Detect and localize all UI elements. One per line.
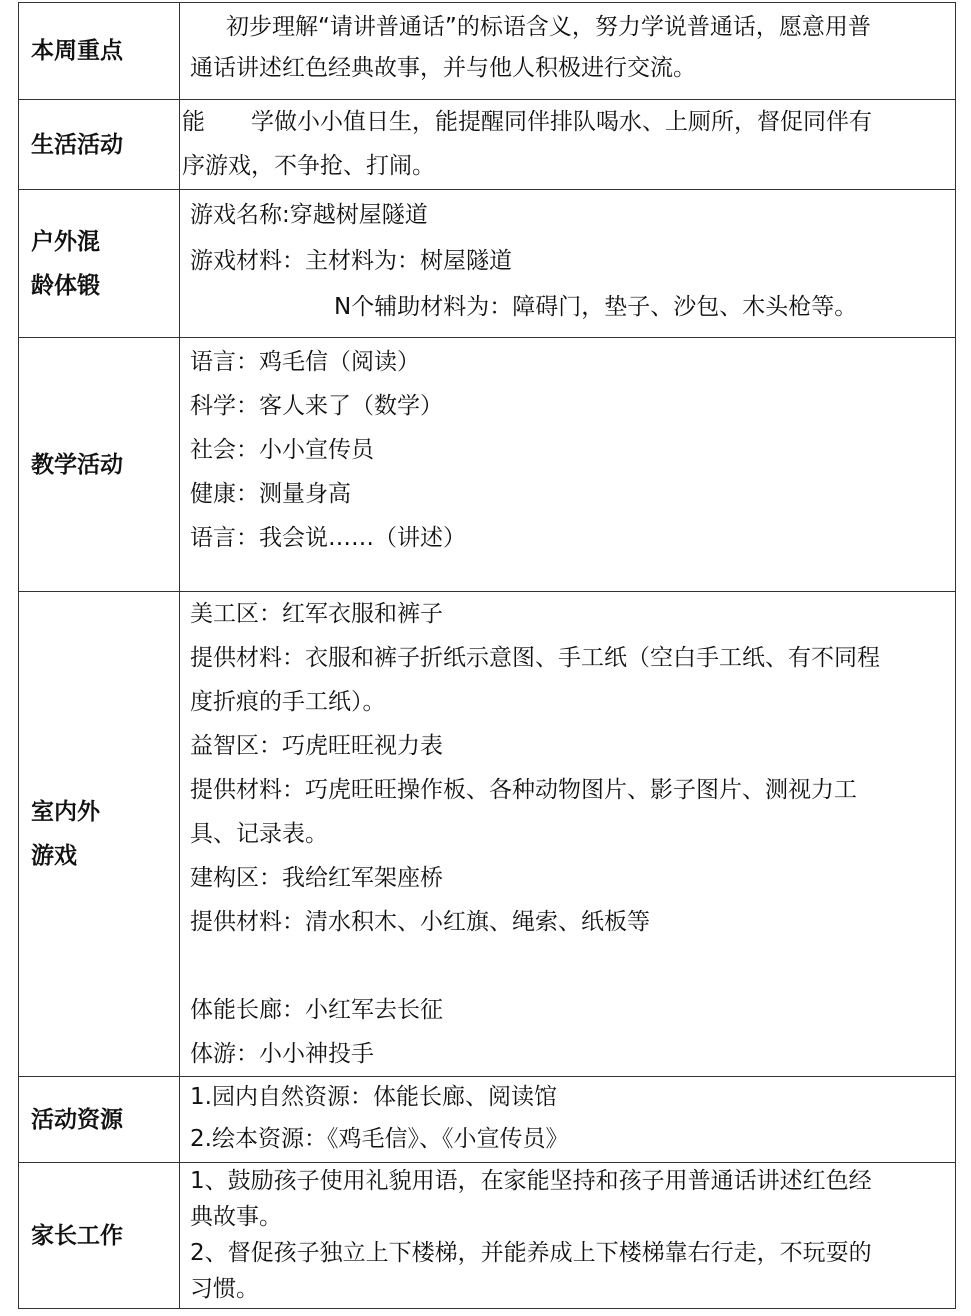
text-line: 序游戏，不争抢、打闹。	[182, 153, 435, 179]
text-line: N个辅助材料为：障碍门，垫子、沙包、木头枪等。	[334, 294, 858, 320]
header-daily-life: 生活活动	[19, 100, 180, 190]
text-line: 初步理解“请讲普通话”的标语含义，努力学说普通话，愿意用普	[226, 14, 871, 40]
text-line: 科学：客人来了（数学）	[190, 393, 443, 419]
text-line: 健康：测量身高	[190, 481, 351, 507]
header-line: 户外混	[31, 228, 100, 255]
text-line: 语言：我会说……（讲述）	[190, 525, 466, 551]
text-line: 提供材料：衣服和裤子折纸示意图、手工纸（空白手工纸、有不同程	[190, 645, 880, 671]
header-line: 龄体锻	[31, 272, 100, 299]
text-line: 体游：小小神投手	[190, 1041, 374, 1067]
text-line: 美工区：红军衣服和裤子	[190, 601, 443, 627]
text-line: 通话讲述红色经典故事，并与他人积极进行交流。	[190, 55, 696, 81]
text-line: 游戏材料：主材料为：树屋隧道	[190, 248, 512, 274]
row-parent-work	[19, 1163, 956, 1309]
text-line: 语言：鸡毛信（阅读）	[190, 349, 420, 375]
text-line: 提供材料：巧虎旺旺操作板、各种动物图片、影子图片、测视力工	[190, 777, 857, 803]
text-line: 度折痕的手工纸）。	[190, 689, 386, 715]
row-outdoor-exercise	[19, 190, 956, 338]
header-teaching-activities: 教学活动	[19, 338, 180, 592]
row-daily-life	[19, 100, 956, 190]
header-indoor-outdoor-games	[19, 592, 180, 1077]
header-activity-resources: 活动资源	[19, 1077, 180, 1163]
content-weekly-focus	[180, 3, 956, 100]
header-outdoor-exercise	[19, 190, 180, 338]
text-line: 习惯。	[190, 1276, 259, 1302]
content-outdoor-exercise	[180, 190, 956, 338]
content-indoor-outdoor-games	[180, 592, 956, 1077]
text-line: 1、鼓励孩子使用礼貌用语，在家能坚持和孩子用普通话讲述红色经	[190, 1168, 872, 1194]
text-line: 2、督促孩子独立上下楼梯，并能养成上下楼梯靠右行走，不玩耍的	[190, 1240, 872, 1266]
header-line: 游戏	[31, 843, 77, 869]
text-line: 1.园内自然资源：体能长廊、阅读馆	[190, 1084, 557, 1110]
row-indoor-outdoor-games	[19, 592, 956, 1077]
row-weekly-focus	[19, 3, 956, 100]
text-line: 社会：小小宣传员	[190, 437, 374, 463]
row-teaching-activities	[19, 338, 956, 592]
text-line: 游戏名称:穿越树屋隧道	[190, 202, 428, 228]
content-daily-life	[180, 100, 956, 190]
weekly-plan-table	[18, 2, 956, 1309]
text-line: 体能长廊：小红军去长征	[190, 997, 443, 1023]
text-line: 提供材料：清水积木、小红旗、绳索、纸板等	[190, 909, 650, 935]
content-parent-work	[180, 1163, 956, 1309]
text-line: 典故事。	[190, 1204, 282, 1230]
text-line: 能 学做小小值日生，能提醒同伴排队喝水、上厕所，督促同伴有	[182, 109, 872, 135]
text-line: 建构区：我给红军架座桥	[190, 865, 443, 891]
blank-line	[190, 944, 949, 988]
header-weekly-focus: 本周重点	[19, 3, 180, 100]
text-line: 具、记录表。	[190, 821, 328, 847]
text-line: 2.绘本资源：《鸡毛信》、《小宣传员》	[190, 1126, 569, 1152]
text-line: 益智区：巧虎旺旺视力表	[190, 733, 443, 759]
header-line: 室内外	[31, 799, 100, 825]
header-parent-work: 家长工作	[19, 1163, 180, 1309]
content-activity-resources	[180, 1077, 956, 1163]
content-teaching-activities	[180, 338, 956, 592]
row-activity-resources	[19, 1077, 956, 1163]
